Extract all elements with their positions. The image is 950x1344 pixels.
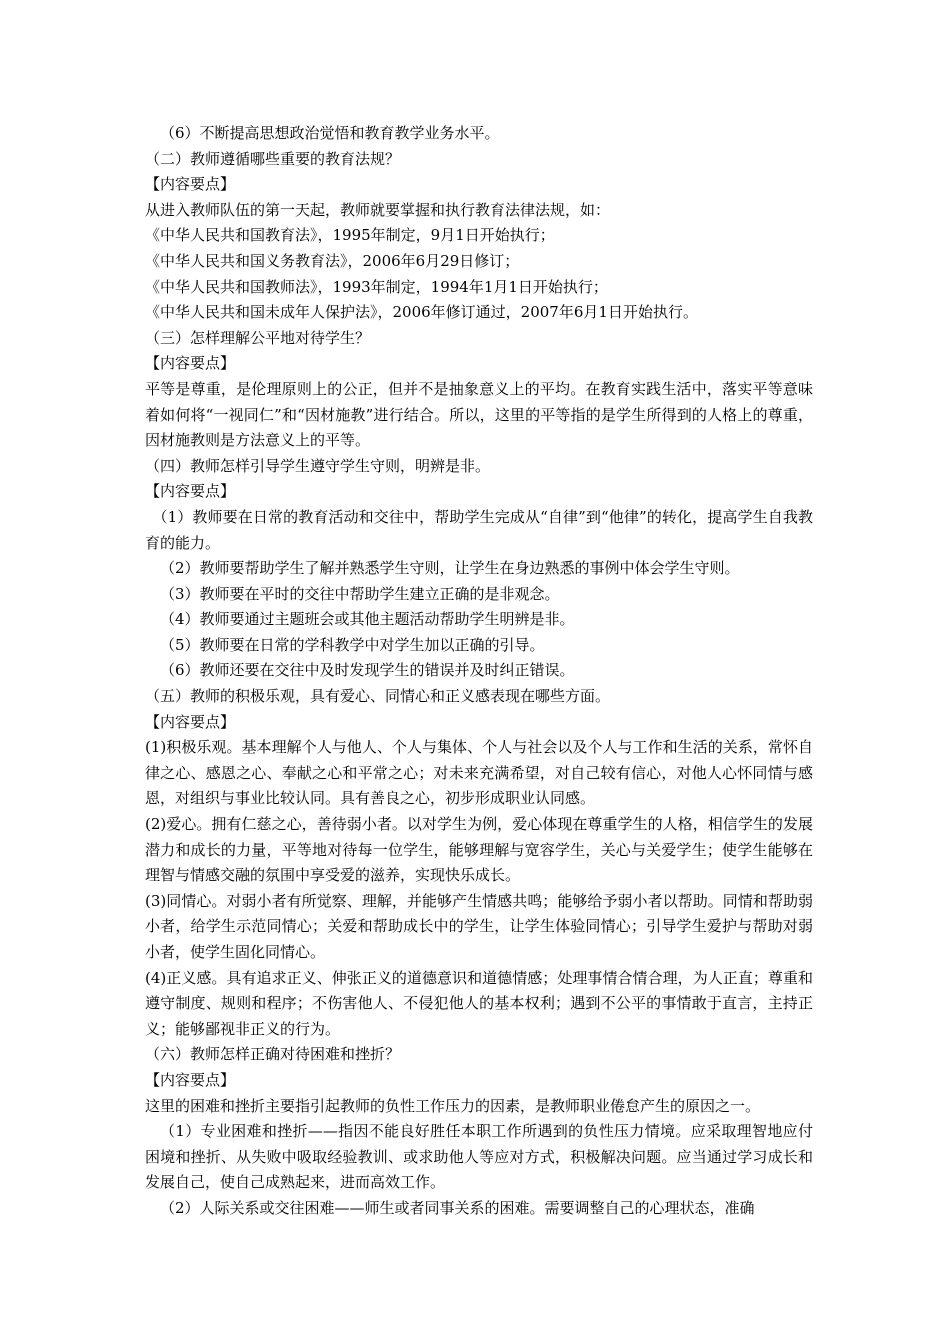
paragraph: 平等是尊重，是伦理原则上的公正，但并不是抽象意义上的平均。在教育实践生活中，落实平等意味着如何将“一视同仁”和“因材施教”进行结合。所以，这里的平等指的是学生所得到的人格上的尊重，因材施教则是方法意义上的平等。 — [145, 379, 813, 450]
paragraph: （6）不断提高思想政治觉悟和教育教学业务水平。 — [160, 124, 500, 142]
paragraph: (1)积极乐观。基本理解个人与他人、个人与集体、个人与社会以及个人与工作和生活的关系，常怀自律之心、感恩之心、奉献之心和平常之心；对未来充满希望，对自己较有信心，对他人心怀同情与感恩，对组织与事业比较认同。具有善良之心，初步形成职业认同感。 — [145, 738, 813, 808]
paragraph: (4)正义感。具有追求正义、伸张正义的道德意识和道德情感；处理事情合情合理，为人正直；尊重和遵守制度、规则和程序；不伤害他人、不侵犯他人的基本权利；遇到不公平的事情敢于直言，主持正义；能够鄙视非正义的行为。 — [145, 968, 813, 1038]
paragraph: （1）专业困难和挫折——指因不能良好胜任本职工作所遇到的负性压力情境。应采取理智地应付困境和挫折、从失败中吸取经验教训、或求助他人等应对方式，积极解决问题。应当通过学习成长和发展自己，使自己成熟起来，进而高效工作。 — [145, 1122, 813, 1192]
paragraph: 《中华人民共和国教育法》，1995年制定，9月1日开始执行； — [145, 226, 555, 245]
paragraph: 从进入教师队伍的第一天起，教师就要掌握和执行教育法律法规，如： — [145, 200, 611, 219]
paragraph: 【内容要点】 — [145, 354, 236, 373]
paragraph: （四）教师怎样引导学生遵守学生守则，明辨是非。 — [145, 456, 491, 475]
paragraph: 【内容要点】 — [145, 712, 236, 731]
paragraph: （三）怎样理解公平地对待学生？ — [145, 328, 371, 347]
paragraph: （六）教师怎样正确对待困难和挫折？ — [145, 1045, 401, 1064]
paragraph: （3）教师要在平时的交往中帮助学生建立正确的是非观念。 — [160, 584, 560, 603]
paragraph: （2）人际关系或交往困难——师生或者同事关系的困难。需要调整自己的心理状态，准确 — [160, 1198, 755, 1217]
paragraph: 《中华人民共和国义务教育法》，2006年6月29日修订； — [145, 251, 520, 270]
document-page — [145, 121, 813, 1222]
paragraph: （5）教师要在日常的学科教学中对学生加以正确的引导。 — [160, 635, 545, 654]
paragraph: 《中华人民共和国未成年人保护法》，2006年修订通过，2007年6月1日开始执行。 — [145, 303, 698, 322]
paragraph: （五）教师的积极乐观，具有爱心、同情心和正义感表现在哪些方面。 — [145, 687, 611, 706]
paragraph: (2)爱心。拥有仁慈之心，善待弱小者。以对学生为例，爱心体现在尊重学生的人格，相信学生的发展潜力和成长的力量，平等地对待每一位学生，能够理解与宽容学生，关心与关爱学生；使学生能够在理智与情感交融的氛围中享受爱的滋养，实现快乐成长。 — [145, 815, 813, 885]
paragraph: 【内容要点】 — [145, 175, 236, 194]
paragraph: 【内容要点】 — [145, 1070, 236, 1089]
paragraph: 【内容要点】 — [145, 482, 236, 501]
paragraph: 《中华人民共和国教师法》，1993年制定，1994年1月1日开始执行； — [145, 277, 608, 296]
paragraph: （6）教师还要在交往中及时发现学生的错误并及时纠正错误。 — [160, 661, 575, 680]
paragraph: 这里的困难和挫折主要指引起教师的负性工作压力的因素，是教师职业倦怠产生的原因之一。 — [145, 1096, 761, 1115]
paragraph: （1）教师要在日常的教育活动和交往中，帮助学生完成从“自律”到“他律”的转化，提高学生自我教育的能力。 — [145, 507, 813, 552]
paragraph: (3)同情心。对弱小者有所觉察、理解，并能够产生情感共鸣；能够给予弱小者以帮助。同情和帮助弱小者，给学生示范同情心；关爱和帮助成长中的学生，让学生体验同情心；引导学生爱护与帮助对弱小者，使学生固化同情心。 — [145, 891, 813, 961]
paragraph: （二）教师遵循哪些重要的教育法规？ — [145, 149, 401, 168]
paragraph: （2）教师要帮助学生了解并熟悉学生守则，让学生在身边熟悉的事例中体会学生守则。 — [160, 559, 740, 578]
paragraph: （4）教师要通过主题班会或其他主题活动帮助学生明辨是非。 — [160, 610, 575, 629]
